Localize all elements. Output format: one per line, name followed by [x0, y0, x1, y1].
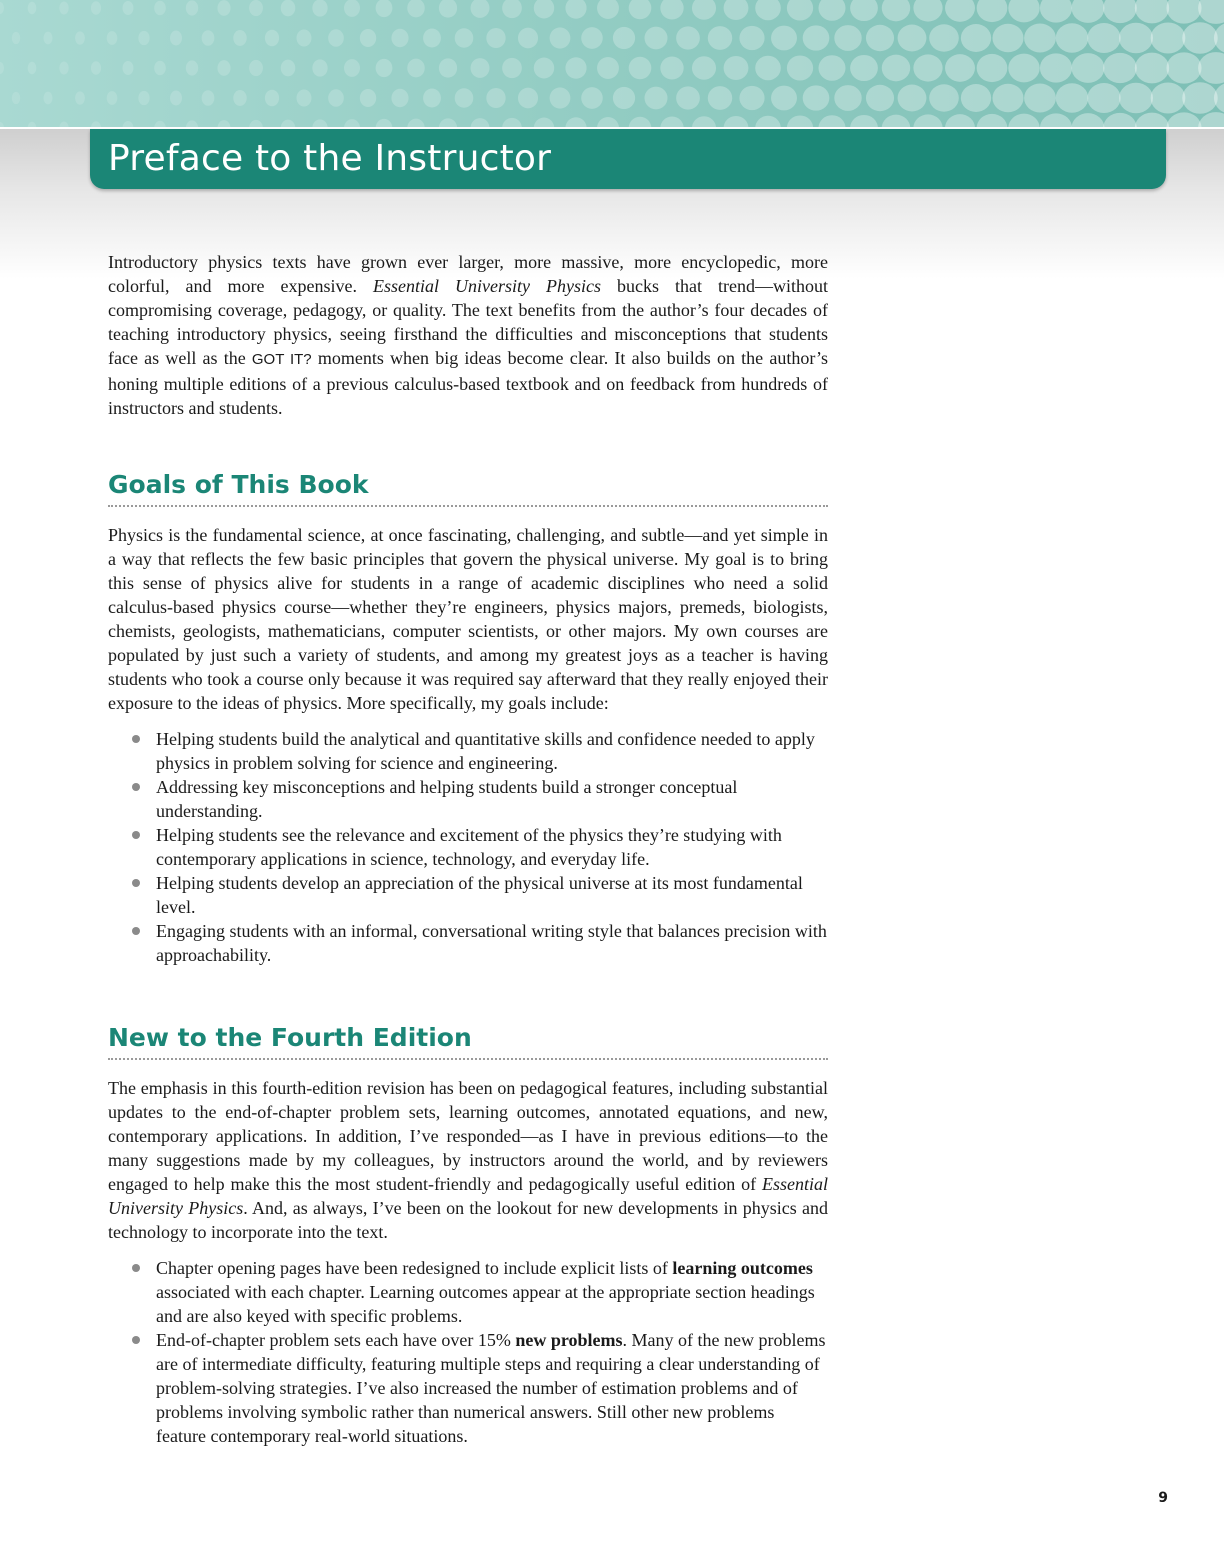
pattern-dot	[1151, 22, 1186, 53]
pattern-dot	[898, 85, 927, 112]
pattern-dot	[312, 59, 327, 76]
pattern-dot	[771, 86, 797, 111]
pattern-dot	[91, 61, 101, 75]
pattern-dot	[486, 28, 505, 48]
list-item	[108, 1256, 828, 1328]
pattern-dot	[170, 91, 182, 106]
pattern-dot	[581, 27, 603, 49]
intro-text-1: Introductory physics texts have grown ever larger, more massive, more encyclopedic, more colorful, and more expensive.	[108, 252, 828, 296]
pattern-dot	[692, 0, 716, 20]
pattern-dot	[882, 115, 910, 127]
pattern-dot	[502, 58, 522, 78]
bold-term: new problems	[515, 1330, 623, 1350]
pattern-dot	[597, 0, 619, 19]
pattern-dot	[866, 85, 894, 111]
pattern-dot	[1151, 82, 1186, 113]
pattern-dot	[1198, 0, 1224, 24]
pattern-dot	[850, 115, 878, 127]
pattern-dot	[755, 116, 781, 127]
pattern-dot	[1119, 23, 1153, 54]
pattern-dot	[0, 2, 4, 14]
list-item-text: Addressing key misconceptions and helping students build a stronger conceptual understanding.	[156, 777, 738, 821]
pattern-dot	[154, 61, 166, 76]
pattern-dot	[1198, 112, 1224, 127]
list-item	[108, 727, 828, 775]
pattern-dot	[471, 58, 490, 78]
pattern-dot	[550, 27, 571, 48]
pattern-dot	[1182, 22, 1217, 54]
pattern-dot	[344, 0, 360, 17]
pattern-dot	[344, 119, 360, 127]
pattern-dot	[613, 87, 635, 109]
pattern-dot	[534, 118, 554, 127]
pattern-dot	[59, 1, 68, 14]
pattern-dot	[471, 118, 490, 127]
pattern-dot	[1087, 23, 1120, 53]
new-edition-text-1: The emphasis in this fourth-edition revision has been on pedagogical features, including substantial updates to the end-of-chapter problem sets, learning outcomes, annotated equations, and new, contemporary applications. In addition, I’ve responded—as I have in previous editions—to the many suggestions made by my colleagues, by instructors around the world, and by reviewers engaged to help make this the most student-friendly and pedagogically useful edition of	[108, 1078, 828, 1194]
pattern-dot	[1008, 54, 1039, 83]
pattern-dot	[1214, 22, 1224, 54]
pattern-dot	[138, 31, 149, 45]
pattern-dot	[992, 84, 1023, 112]
pattern-dot	[992, 24, 1023, 52]
pattern-dot	[961, 84, 991, 112]
pattern-dot	[407, 119, 425, 127]
list-item-text: Chapter opening pages have been redesigned to include explicit lists of	[156, 1258, 673, 1278]
pattern-dot	[818, 55, 845, 81]
main-content	[108, 250, 828, 1448]
pattern-dot	[328, 89, 344, 106]
pattern-dot	[534, 0, 554, 18]
pattern-dot	[882, 0, 910, 21]
pattern-dot	[107, 31, 118, 45]
pattern-dot	[249, 0, 263, 16]
pattern-dot	[1040, 0, 1072, 23]
pattern-dot	[913, 114, 942, 127]
pattern-dot	[945, 0, 975, 22]
pattern-dot	[202, 30, 215, 45]
pattern-dot	[597, 57, 619, 79]
pattern-dot	[376, 119, 393, 127]
pattern-dot	[423, 28, 441, 47]
pattern-dot	[1056, 23, 1089, 53]
pattern-dot	[834, 85, 861, 111]
pattern-dot	[312, 119, 327, 127]
pattern-dot	[787, 55, 813, 80]
pattern-dot	[59, 61, 68, 74]
list-item	[108, 871, 828, 919]
bullet-icon	[132, 735, 140, 743]
pattern-dot	[850, 0, 878, 21]
got-it-label: GOT IT?	[251, 351, 312, 368]
pattern-dot	[376, 0, 393, 17]
pattern-dot	[676, 26, 700, 49]
pattern-dot	[660, 57, 683, 80]
pattern-dot	[265, 90, 279, 106]
intro-text-3: moments when big ideas become clear. It also builds on the author’s honing multiple editions of a previous calculus-based textbook and on feedback from hundreds of instructors and students.	[108, 348, 828, 418]
pattern-dot	[1214, 82, 1224, 114]
pattern-dot	[344, 59, 360, 77]
pattern-dot	[439, 0, 457, 18]
pattern-dot	[818, 115, 845, 127]
pattern-dot	[565, 0, 586, 19]
pattern-dot	[629, 57, 652, 79]
pattern-dot	[75, 91, 85, 104]
pattern-dot	[1135, 0, 1169, 23]
page-number: 9	[1158, 1490, 1168, 1506]
pattern-dot	[1024, 24, 1056, 53]
pattern-dot	[28, 2, 37, 15]
pattern-dot	[550, 87, 571, 108]
pattern-dot	[676, 86, 700, 109]
pattern-dot	[423, 88, 441, 107]
pattern-dot	[787, 0, 813, 21]
pattern-dot	[186, 0, 198, 15]
pattern-dot	[1024, 84, 1056, 113]
pattern-dot	[850, 55, 878, 81]
pattern-dot	[977, 0, 1008, 22]
pattern-dot	[755, 0, 781, 20]
pattern-dot	[28, 62, 37, 75]
bullet-icon	[132, 1336, 140, 1344]
list-item-text: Helping students build the analytical and quantitative skills and confidence needed to apply physics in problem solving for science and engineering.	[156, 729, 815, 773]
pattern-dot	[328, 29, 344, 46]
list-item	[108, 775, 828, 823]
pattern-dot	[138, 91, 149, 105]
pattern-dot	[391, 29, 408, 48]
list-item-text: Helping students develop an appreciation of the physical universe at its most fundamental level.	[156, 873, 803, 917]
bullet-icon	[132, 831, 140, 839]
pattern-dot	[1135, 53, 1169, 84]
bold-term: learning outcomes	[672, 1258, 813, 1278]
pattern-dot	[1072, 113, 1105, 127]
pattern-dot	[961, 24, 991, 52]
pattern-dot	[834, 25, 861, 51]
list-item-text: Helping students see the relevance and excitement of the physics they’re studying with contemporary applications in science, technology, and everyday life.	[156, 825, 782, 869]
pattern-dot	[233, 30, 246, 46]
pattern-dot	[977, 54, 1008, 82]
pattern-dot	[945, 54, 975, 82]
pattern-dot	[123, 1, 134, 15]
pattern-dot	[91, 1, 101, 15]
pattern-dot	[898, 25, 927, 52]
bullet-icon	[132, 1264, 140, 1272]
pattern-dot	[1135, 113, 1169, 127]
pattern-dot	[1166, 52, 1201, 83]
pattern-dot	[565, 117, 586, 127]
new-edition-text-2: . And, as always, I’ve been on the lookout for new developments in physics and technology to incorporate into the text.	[108, 1198, 829, 1242]
pattern-dot	[708, 26, 732, 50]
pattern-dot	[929, 84, 959, 111]
pattern-dot	[629, 0, 652, 19]
pattern-dot	[202, 90, 215, 105]
pattern-dot	[0, 62, 4, 74]
pattern-dot	[1072, 53, 1105, 83]
pattern-dot	[249, 60, 263, 76]
pattern-dot	[107, 91, 118, 105]
pattern-dot	[692, 116, 716, 127]
pattern-dot	[644, 87, 667, 110]
page-title: Preface to the Instructor	[108, 138, 552, 179]
list-item-text: Engaging students with an informal, conversational writing style that balances precision with approachability.	[156, 921, 827, 965]
pattern-dot	[724, 56, 749, 80]
pattern-dot	[1008, 114, 1039, 127]
pattern-dot	[12, 32, 20, 44]
bullet-icon	[132, 927, 140, 935]
pattern-dot	[803, 85, 830, 110]
pattern-dot	[455, 88, 474, 108]
intro-paragraph	[108, 250, 828, 420]
title-bar	[90, 129, 1166, 189]
new-edition-list	[108, 1256, 828, 1448]
pattern-dot	[803, 25, 830, 50]
pattern-dot	[739, 26, 764, 50]
pattern-dot	[217, 120, 230, 127]
intro-text-2: bucks that trend—without compromising coverage, pedagogy, or quality. The text benefits from the author’s four decades of teaching introductory physics, seeing firsthand the difficulties and misconceptions that students face as well as the	[108, 276, 828, 368]
pattern-dot	[1182, 82, 1217, 114]
pattern-dot	[391, 89, 408, 108]
pattern-dot	[281, 60, 296, 77]
pattern-dot	[360, 29, 376, 47]
book-title: Essential University Physics	[372, 276, 601, 296]
pattern-dot	[1103, 53, 1137, 83]
pattern-dot	[1103, 113, 1137, 127]
dot-pattern	[0, 0, 1224, 127]
pattern-dot	[1166, 0, 1201, 24]
pattern-dot	[75, 31, 85, 44]
pattern-dot	[154, 1, 166, 16]
section-heading-goals: Goals of This Book	[108, 470, 828, 507]
pattern-dot	[439, 118, 457, 127]
pattern-dot	[265, 30, 279, 46]
pattern-dot	[233, 90, 246, 106]
pattern-dot	[977, 114, 1008, 127]
pattern-dot	[945, 114, 975, 127]
pattern-dot	[692, 56, 716, 80]
pattern-dot	[12, 92, 20, 104]
list-item-text: End-of-chapter problem sets each have over 15%	[156, 1330, 516, 1350]
pattern-dot	[123, 61, 134, 75]
pattern-dot	[929, 24, 959, 51]
pattern-dot	[1072, 0, 1105, 23]
pattern-dot	[502, 0, 522, 18]
pattern-dot	[660, 117, 683, 127]
pattern-dot	[913, 0, 942, 22]
pattern-dot	[708, 86, 732, 110]
pattern-dot	[1040, 53, 1072, 82]
pattern-dot	[486, 88, 505, 108]
pattern-dot	[882, 55, 910, 82]
pattern-dot	[866, 25, 894, 51]
pattern-dot	[613, 27, 635, 49]
pattern-dot	[43, 92, 52, 105]
pattern-dot	[1119, 83, 1153, 114]
pattern-dot	[534, 58, 554, 79]
section-heading-new-edition: New to the Fourth Edition	[108, 1023, 828, 1060]
pattern-dot	[739, 86, 764, 110]
goals-list	[108, 727, 828, 967]
pattern-dot	[518, 28, 538, 49]
pattern-dot	[217, 60, 230, 76]
list-item-text: associated with each chapter. Learning outcomes appear at the appropriate section headings and are also keyed with specific problems.	[156, 1282, 815, 1326]
pattern-dot	[581, 87, 603, 109]
pattern-dot	[724, 0, 749, 20]
pattern-dot	[724, 116, 749, 127]
pattern-dot	[281, 120, 296, 127]
pattern-dot	[1056, 83, 1089, 113]
bullet-icon	[132, 879, 140, 887]
pattern-dot	[913, 54, 942, 81]
pattern-dot	[471, 0, 490, 18]
pattern-dot	[455, 28, 474, 48]
book-title: Essential University Physics	[108, 1174, 828, 1218]
pattern-dot	[644, 27, 667, 50]
pattern-dot	[787, 115, 813, 127]
pattern-dot	[249, 120, 263, 127]
pattern-dot	[771, 26, 797, 51]
pattern-dot	[1166, 112, 1201, 127]
list-item	[108, 823, 828, 871]
pattern-dot	[597, 117, 619, 127]
pattern-dot	[565, 57, 586, 78]
pattern-dot	[755, 56, 781, 81]
pattern-dot	[818, 0, 845, 21]
pattern-dot	[439, 58, 457, 77]
list-item-text: . Many of the new problems are of intermediate difficulty, featuring multiple steps and requiring a clear understanding of problem-solving strategies. I’ve also increased the number of estimation problems and of problems involving symbolic rather than numerical answers. Still other new problems feature contemporary real-world situations.	[156, 1330, 826, 1446]
header-banner	[0, 0, 1224, 127]
pattern-dot	[43, 32, 52, 45]
pattern-dot	[660, 0, 683, 19]
pattern-dot	[518, 88, 538, 109]
pattern-dot	[186, 60, 198, 75]
pattern-dot	[629, 117, 652, 127]
bullet-icon	[132, 783, 140, 791]
pattern-dot	[297, 90, 312, 107]
pattern-dot	[360, 89, 376, 107]
pattern-dot	[376, 59, 393, 77]
pattern-dot	[170, 31, 182, 46]
pattern-dot	[1103, 0, 1137, 23]
pattern-dot	[217, 0, 230, 16]
pattern-dot	[281, 0, 296, 16]
new-edition-paragraph	[108, 1076, 828, 1244]
list-item	[108, 919, 828, 967]
list-item	[108, 1328, 828, 1448]
pattern-dot	[312, 0, 327, 17]
pattern-dot	[1087, 83, 1120, 113]
pattern-dot	[186, 120, 198, 127]
pattern-dot	[1008, 0, 1039, 22]
pattern-dot	[407, 0, 425, 17]
pattern-dot	[1198, 52, 1224, 84]
pattern-dot	[1040, 113, 1072, 127]
pattern-dot	[502, 118, 522, 127]
pattern-dot	[297, 30, 312, 47]
goals-paragraph: Physics is the fundamental science, at once fascinating, challenging, and subtle—and yet simple in a way that reflects the few basic principles that govern the physical universe. My goal is to bring this sense of physics alive for students in a range of academic disciplines who need a solid calculus-based physics course—whether they’re engineers, physics majors, premeds, biologists, chemists, geologists, mathematicians, computer scientists, or other majors. My own courses are populated by just such a variety of students, and among my greatest joys as a teacher is having students who took a course only because it was required say afterward that they really enjoyed their exposure to the ideas of physics. More specifically, my goals include:	[108, 525, 828, 713]
pattern-dot	[407, 59, 425, 78]
